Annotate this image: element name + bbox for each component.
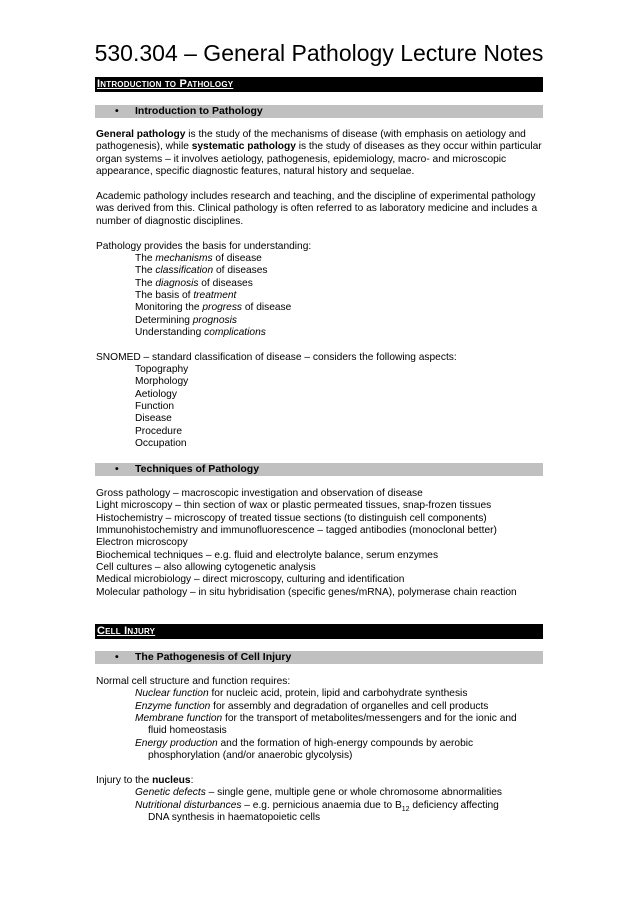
snomed-item: Topography: [135, 364, 189, 375]
technique-item: Immunohistochemistry and immunofluorescence – tagged antibodies (monoclonal better): [96, 525, 497, 536]
normal-item: Membrane function for the transport of metabolites/messengers and for the ionic and: [135, 713, 517, 724]
snomed-item: Procedure: [135, 426, 183, 437]
technique-item: Light microscopy – thin section of wax or plastic permeated tissues, snap-frozen tissues: [96, 500, 492, 511]
bullet-icon: •: [115, 463, 119, 475]
normal-item: Enzyme function for assembly and degradation of organelles and cell products: [135, 701, 489, 712]
paragraph-general-pathology: [96, 129, 546, 179]
section-header-cell-injury: Cell Injury: [95, 624, 543, 639]
technique-item: Gross pathology – macroscopic investigation and observation of disease: [96, 488, 423, 499]
basis-item: The diagnosis of diseases: [135, 278, 253, 289]
normal-item-continuation: phosphorylation (and/or anaerobic glycolysis): [148, 750, 353, 761]
para-text: is the study of diseases as they occur within particular organ systems – it involves aetiology, pathogenesis, epidemiology, macro- and microscopic appearance, specific diagnostic features, natural history and sequelae.: [96, 141, 542, 178]
snomed-item: Aetiology: [135, 389, 177, 400]
normal-item-continuation: fluid homeostasis: [148, 725, 227, 736]
normal-item: Energy production and the formation of high-energy compounds by aerobic: [135, 738, 474, 749]
technique-item: Histochemistry – microscopy of treated tissue sections (to distinguish cell components): [96, 513, 487, 524]
subsection-header-techniques: [95, 463, 543, 476]
page-title: 530.304 – General Pathology Lecture Notes: [94, 40, 544, 66]
basis-intro: Pathology provides the basis for understanding:: [96, 241, 312, 252]
technique-item: Cell cultures – also allowing cytogenetic analysis: [96, 562, 316, 573]
subsection-label: Introduction to Pathology: [135, 105, 263, 117]
term-general-pathology: General pathology: [96, 129, 186, 140]
term-systematic-pathology: systematic pathology: [191, 141, 296, 153]
bullet-icon: •: [115, 651, 119, 663]
snomed-intro: SNOMED – standard classification of disease – considers the following aspects:: [96, 352, 457, 363]
bullet-icon: •: [115, 105, 119, 117]
nucleus-item: Nutritional disturbances – e.g. pernicious anaemia due to $B_{12}$ deficiency affecting: [135, 800, 499, 814]
technique-item: Medical microbiology – direct microscopy, culturing and identification: [96, 574, 405, 585]
basis-item: Monitoring the progress of disease: [135, 302, 292, 313]
snomed-item: Disease: [135, 413, 172, 424]
technique-item: Electron microscopy: [96, 537, 188, 548]
subsection-header-intro: [95, 105, 543, 118]
nucleus-intro: Injury to the nucleus:: [96, 775, 194, 786]
snomed-item: Morphology: [135, 376, 189, 387]
subsection-label: The Pathogenesis of Cell Injury: [135, 651, 292, 663]
subsection-label: Techniques of Pathology: [135, 463, 260, 475]
subsection-header-pathogenesis: [95, 651, 543, 664]
basis-item: The mechanisms of disease: [135, 253, 262, 264]
basis-item: Determining prognosis: [135, 315, 237, 326]
nucleus-item-continuation: DNA synthesis in haematopoietic cells: [148, 812, 321, 823]
snomed-item: Function: [135, 401, 175, 412]
normal-item: Nuclear function for nucleic acid, protein, lipid and carbohydrate synthesis: [135, 688, 468, 699]
basis-item: The classification of diseases: [135, 265, 268, 276]
para-text: is the study of the mechanisms of disease (with emphasis on aetiology and pathogenesis), while: [96, 129, 526, 153]
nucleus-item: Genetic defects – single gene, multiple gene or whole chromosome abnormalities: [135, 787, 502, 798]
technique-item: Biochemical techniques – e.g. fluid and electrolyte balance, serum enzymes: [96, 550, 439, 561]
snomed-item: Occupation: [135, 438, 187, 449]
normal-intro: Normal cell structure and function requires:: [96, 676, 291, 687]
basis-item: The basis of treatment: [135, 290, 237, 301]
technique-item: Molecular pathology – in situ hybridisation (specific genes/mRNA), polymerase chain reaction: [96, 587, 517, 598]
section-header-intro: Introduction to Pathology: [95, 77, 543, 92]
basis-item: Understanding complications: [135, 327, 266, 338]
paragraph-academic-pathology: Academic pathology includes research and teaching, and the discipline of experimental pathology was derived from this. Clinical pathology is often referred to as laboratory medicine and includes a number of diagnostic disciplines.: [96, 191, 538, 227]
